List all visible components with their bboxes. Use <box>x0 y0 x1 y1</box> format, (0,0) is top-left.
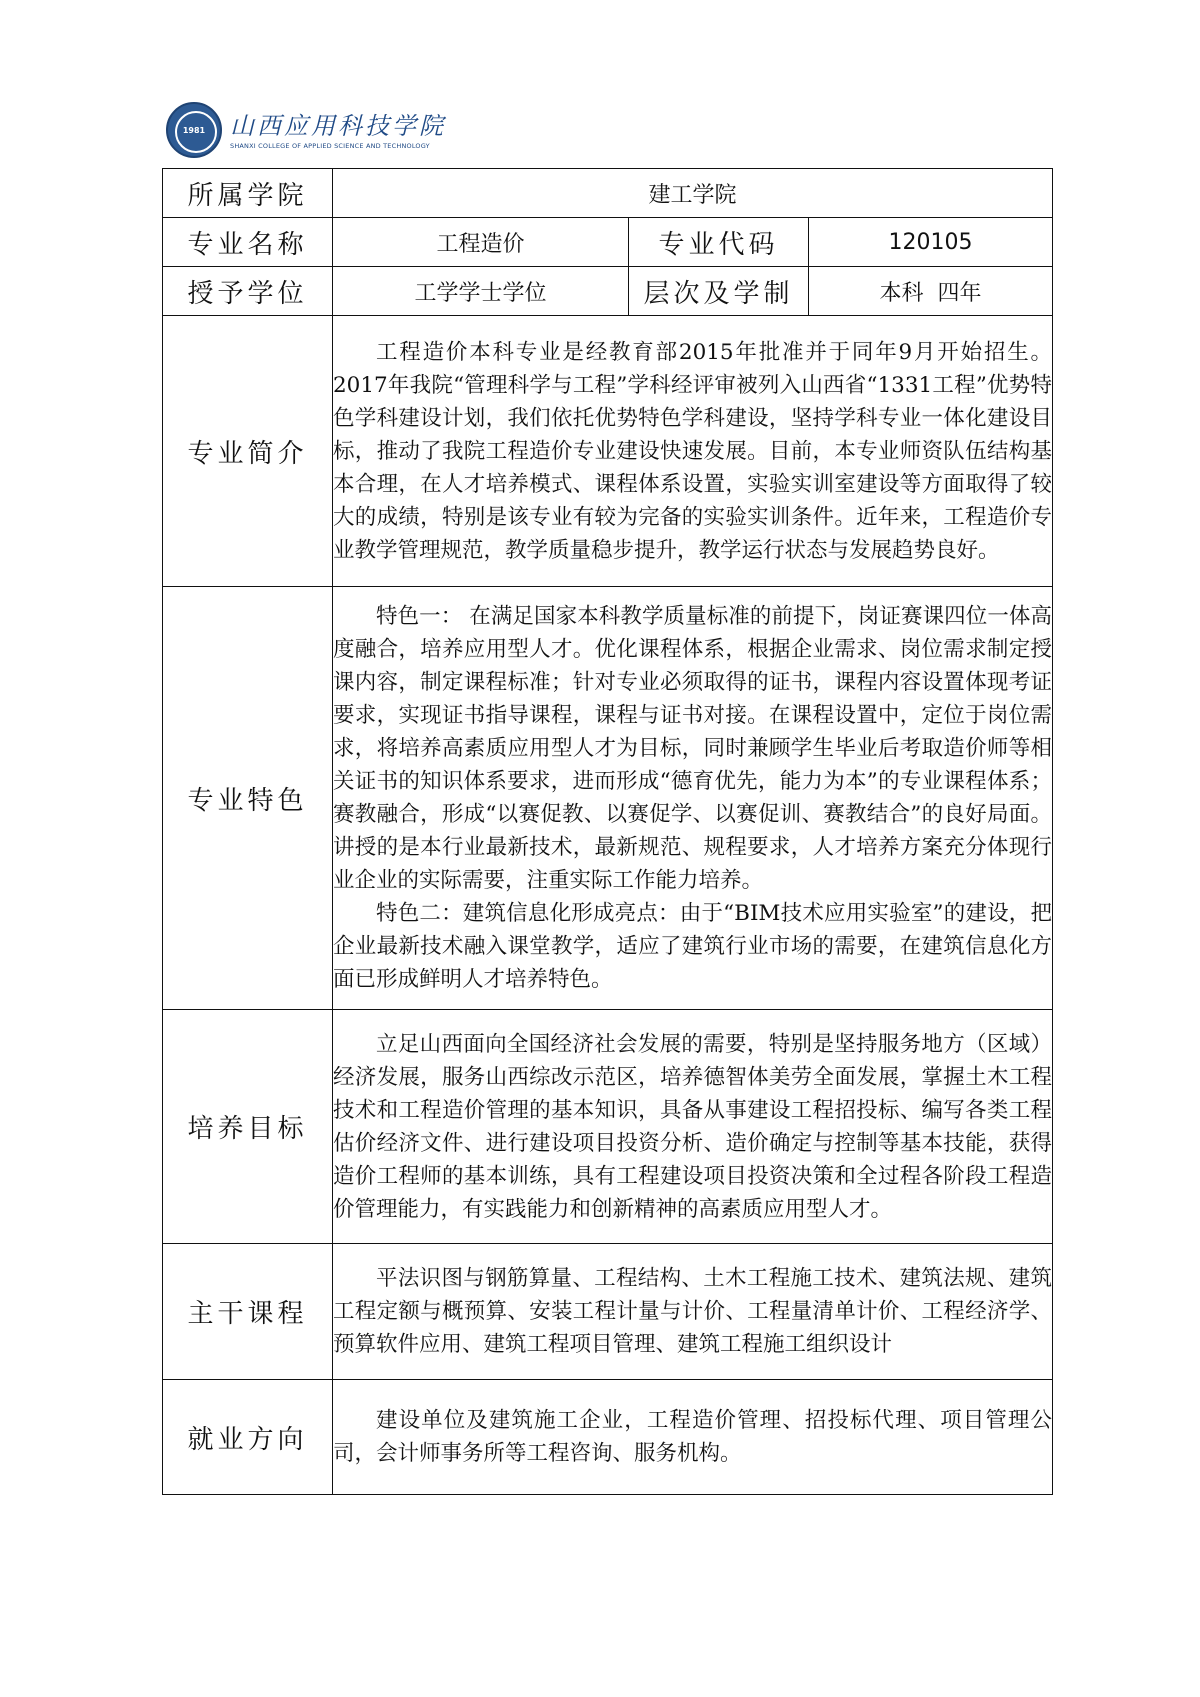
careers-paragraph: 建设单位及建筑施工企业，工程造价管理、招投标代理、项目管理公司，会计师事务所等工程咨询、服务机构。 <box>333 1408 1052 1466</box>
courses-content <box>333 1244 1053 1380</box>
page-header <box>166 100 446 160</box>
feature-paragraph-1: 特色一： 在满足国家本科教学质量标准的前提下，岗证赛课四位一体高度融合，培养应用型人才。优化课程体系，根据企业需求、岗位需求制定授课内容，制定课程标准；针对专业必须取得的证书，课程内容设置体现考证要求，实现证书指导课程，课程与证书对接。在课程设置中，定位于岗位需求，将培养高素质应用型人才为目标，同时兼顾学生毕业后考取造价师等相关证书的知识体系要求，进而形成“德育优先，能力为本”的专业课程体系；赛教融合，形成“以赛促教、以赛促学、以赛促训、赛教结合”的良好局面。讲授的是本行业最新技术，最新规范、规程要求，人才培养方案充分体现行业企业的实际需要，注重实际工作能力培养。 <box>333 604 1052 893</box>
major-code-label: 专业代码 <box>629 218 809 267</box>
goals-paragraph: 立足山西面向全国经济社会发展的需要，特别是坚持服务地方（区域）经济发展，服务山西综改示范区，培养德智体美劳全面发展，掌握土木工程技术和工程造价管理的基本知识，具备从事建设工程招投标、编写各类工程估价经济文件、进行建设项目投资分析、造价确定与控制等基本技能，获得造价工程师的基本训练，具有工程建设项目投资决策和全过程各阶段工程造价管理能力，有实践能力和创新精神的高素质应用型人才。 <box>333 1031 1052 1222</box>
level-label: 层次及学制 <box>629 267 809 316</box>
row-features <box>163 587 1053 1010</box>
row-major <box>163 218 1053 267</box>
row-intro <box>163 316 1053 587</box>
careers-content <box>333 1380 1053 1495</box>
row-goals <box>163 1010 1053 1244</box>
college-seal-logo <box>166 102 222 158</box>
college-name-cn: 山西应用科技学院 <box>230 111 446 140</box>
major-info-table <box>162 168 1053 1495</box>
level-value: 本科 四年 <box>809 267 1053 316</box>
features-content <box>333 587 1053 1010</box>
courses-paragraph: 平法识图与钢筋算量、工程结构、土木工程施工技术、建筑法规、建筑工程定额与概预算、安装工程计量与计价、工程量清单计价、工程经济学、预算软件应用、建筑工程项目管理、建筑工程施工组织设计 <box>333 1266 1052 1357</box>
features-label: 专业特色 <box>163 587 333 1010</box>
college-label: 所属学院 <box>163 169 333 218</box>
goals-content <box>333 1010 1053 1244</box>
row-courses <box>163 1244 1053 1380</box>
major-name-value: 工程造价 <box>333 218 629 267</box>
goals-label: 培养目标 <box>163 1010 333 1244</box>
college-brand <box>230 111 446 150</box>
major-name-label: 专业名称 <box>163 218 333 267</box>
careers-label: 就业方向 <box>163 1380 333 1495</box>
degree-value: 工学学士学位 <box>333 267 629 316</box>
college-name-en: SHANXI COLLEGE OF APPLIED SCIENCE AND TECHNOLOGY <box>230 141 430 150</box>
seal-year: 1981 <box>182 126 206 135</box>
row-degree <box>163 267 1053 316</box>
row-college <box>163 169 1053 218</box>
intro-content <box>333 316 1053 587</box>
row-careers <box>163 1380 1053 1495</box>
major-code-value: 120105 <box>809 218 1053 267</box>
degree-label: 授予学位 <box>163 267 333 316</box>
intro-paragraph: 工程造价本科专业是经教育部2015年批准并于同年9月开始招生。2017年我院“管理科学与工程”学科经评审被列入山西省“1331工程”优势特色学科建设计划，我们依托优势特色学科建设，坚持学科专业一体化建设目标，推动了我院工程造价专业建设快速发展。目前，本专业师资队伍结构基本合理，在人才培养模式、课程体系设置，实验实训室建设等方面取得了较大的成绩，特别是该专业有较为完备的实验实训条件。近年来，工程造价专业教学管理规范，教学质量稳步提升，教学运行状态与发展趋势良好。 <box>333 339 1052 563</box>
intro-label: 专业简介 <box>163 316 333 587</box>
college-value: 建工学院 <box>333 169 1053 218</box>
feature-paragraph-2: 特色二：建筑信息化形成亮点：由于“BIM技术应用实验室”的建设，把企业最新技术融入课堂教学，适应了建筑行业市场的需要，在建筑信息化方面已形成鲜明人才培养特色。 <box>333 901 1052 992</box>
courses-label: 主干课程 <box>163 1244 333 1380</box>
